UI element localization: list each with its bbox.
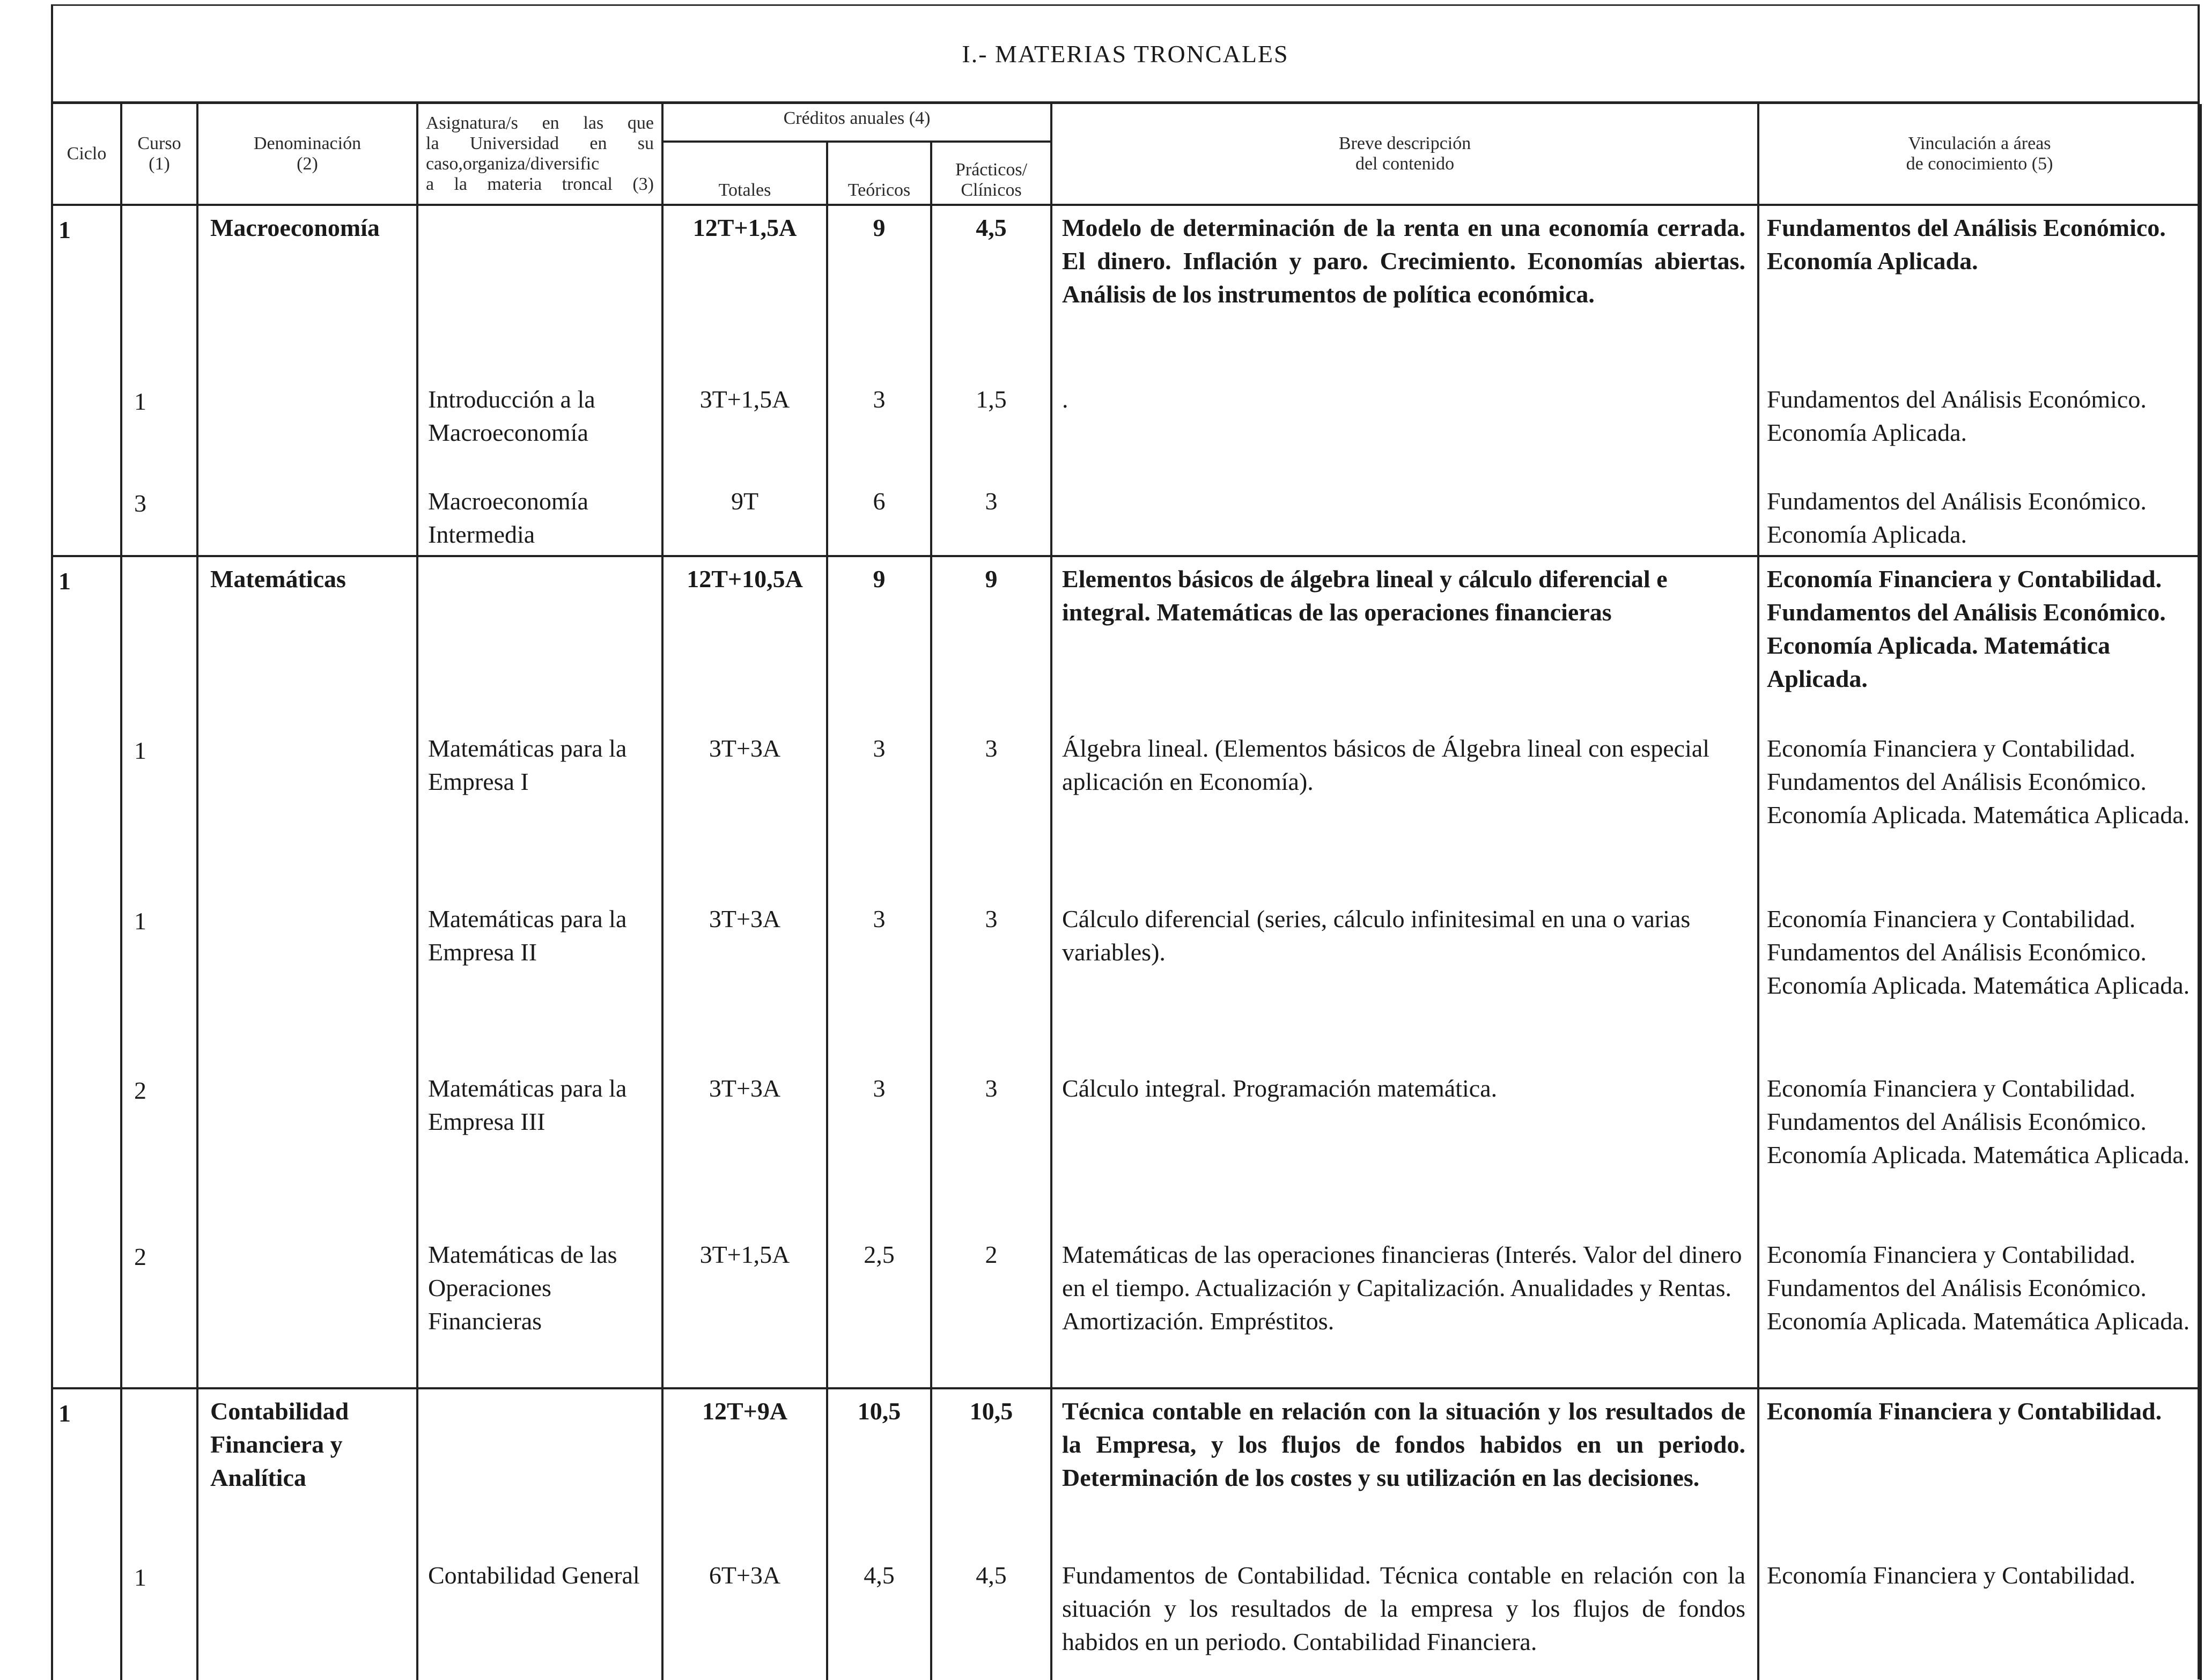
cell-descripcion: Álgebra lineal. (Elementos básicos de Álgebra lineal con especial aplicación en Economía).: [1051, 727, 1758, 897]
cell-ciclo: [52, 897, 121, 1067]
cell-teoricos: 2,5: [827, 1233, 931, 1388]
cell-vinculacion: Economía Financiera y Contabilidad. Fundamentos del Análisis Económico. Economía Aplicada. Matemática Aplicada.: [1758, 727, 2201, 897]
header-ciclo: Ciclo: [52, 104, 121, 205]
cell-totales: 3T+3A: [662, 897, 827, 1067]
table-row: [52, 1233, 2201, 1388]
cell-curso: 1: [121, 727, 197, 897]
cell-ciclo: 1: [52, 205, 121, 378]
cell-ciclo: 1: [52, 1388, 121, 1553]
cell-practicos: 3: [931, 727, 1051, 897]
cell-curso: 1: [121, 378, 197, 479]
cell-ciclo: 1: [52, 556, 121, 727]
header-vinculacion: Vinculación a áreas de conocimiento (5): [1758, 104, 2201, 205]
header-asignatura: Asignatura/s en las que la Universidad en su caso,organiza/diversific a la materia troncal (3): [417, 104, 662, 205]
cell-asignatura: Contabilidad General: [417, 1553, 662, 1680]
cell-descripcion: Modelo de determinación de la renta en una economía cerrada. El dinero. Inflación y paro. Crecimiento. Economías abiertas. Análisis de los instrumentos de política económica.: [1051, 205, 1758, 378]
cell-vinculacion: Fundamentos del Análisis Económico. Economía Aplicada.: [1758, 479, 2201, 556]
cell-descripcion: Elementos básicos de álgebra lineal y cálculo diferencial e integral. Matemáticas de las operaciones financieras: [1051, 556, 1758, 727]
cell-asignatura: [417, 556, 662, 727]
table-row: [52, 1388, 2201, 1553]
page-title: I.- MATERIAS TRONCALES: [962, 40, 1289, 68]
cell-asignatura: Introducción a la Macroeconomía: [417, 378, 662, 479]
cell-totales: 3T+1,5A: [662, 1233, 827, 1388]
cell-descripcion: Cálculo diferencial (series, cálculo infinitesimal en una o varias variables).: [1051, 897, 1758, 1067]
cell-ciclo: [52, 1553, 121, 1680]
table-row: [52, 479, 2201, 556]
cell-asignatura: Matemáticas para la Empresa III: [417, 1067, 662, 1233]
cell-denominacion: [197, 1067, 417, 1233]
header-teoricos: Teóricos: [827, 142, 931, 205]
cell-descripcion: Fundamentos de Contabilidad. Técnica contable en relación con la situación y los resultados de la empresa y los flujos de fondos habidos en un periodo. Contabilidad Financiera.: [1051, 1553, 1758, 1680]
cell-practicos: 2: [931, 1233, 1051, 1388]
cell-denominacion: [197, 479, 417, 556]
materias-table: [51, 104, 2202, 1680]
cell-asignatura: [417, 205, 662, 378]
cell-vinculacion: Economía Financiera y Contabilidad.: [1758, 1388, 2201, 1553]
header-totales: Totales: [662, 142, 827, 205]
cell-teoricos: 4,5: [827, 1553, 931, 1680]
cell-teoricos: 3: [827, 897, 931, 1067]
cell-denominacion: Contabilidad Financiera y Analítica: [197, 1388, 417, 1553]
cell-totales: 12T+1,5A: [662, 205, 827, 378]
table-row: [52, 897, 2201, 1067]
cell-denominacion: [197, 1233, 417, 1388]
cell-vinculacion: Economía Financiera y Contabilidad. Fundamentos del Análisis Económico. Economía Aplicada. Matemática Aplicada.: [1758, 1233, 2201, 1388]
cell-practicos: 3: [931, 479, 1051, 556]
cell-ciclo: [52, 727, 121, 897]
cell-denominacion: [197, 727, 417, 897]
cell-teoricos: 10,5: [827, 1388, 931, 1553]
cell-vinculacion: Economía Financiera y Contabilidad. Fundamentos del Análisis Económico. Economía Aplicada. Matemática Aplicada.: [1758, 556, 2201, 727]
cell-denominacion: [197, 1553, 417, 1680]
cell-curso: 3: [121, 479, 197, 556]
cell-practicos: 4,5: [931, 1553, 1051, 1680]
header-descripcion: Breve descripción del contenido: [1051, 104, 1758, 205]
table-row: [52, 1067, 2201, 1233]
cell-descripcion: Técnica contable en relación con la situación y los resultados de la Empresa, y los flujos de fondos habidos en un periodo. Determinación de los costes y su utilización en las decisiones.: [1051, 1388, 1758, 1553]
cell-curso: 1: [121, 1553, 197, 1680]
cell-asignatura: Matemáticas de las Operaciones Financieras: [417, 1233, 662, 1388]
cell-descripcion: Matemáticas de las operaciones financieras (Interés. Valor del dinero en el tiempo. Actualización y Capitalización. Anualidades y Rentas. Amortización. Empréstitos.: [1051, 1233, 1758, 1388]
header-denominacion: Denominación (2): [197, 104, 417, 205]
cell-totales: 6T+3A: [662, 1553, 827, 1680]
cell-teoricos: 3: [827, 378, 931, 479]
cell-denominacion: [197, 897, 417, 1067]
cell-totales: 3T+1,5A: [662, 378, 827, 479]
cell-vinculacion: Fundamentos del Análisis Económico. Economía Aplicada.: [1758, 205, 2201, 378]
cell-descripcion: Cálculo integral. Programación matemática.: [1051, 1067, 1758, 1233]
cell-asignatura: Macroeconomía Intermedia: [417, 479, 662, 556]
cell-curso: [121, 1388, 197, 1553]
cell-ciclo: [52, 378, 121, 479]
cell-ciclo: [52, 1233, 121, 1388]
cell-descripcion: [1051, 479, 1758, 556]
cell-curso: 2: [121, 1067, 197, 1233]
cell-vinculacion: Fundamentos del Análisis Económico. Economía Aplicada.: [1758, 378, 2201, 479]
cell-descripcion: .: [1051, 378, 1758, 479]
cell-totales: 3T+3A: [662, 727, 827, 897]
cell-totales: 12T+10,5A: [662, 556, 827, 727]
cell-vinculacion: Economía Financiera y Contabilidad. Fundamentos del Análisis Económico. Economía Aplicada. Matemática Aplicada.: [1758, 1067, 2201, 1233]
cell-teoricos: 3: [827, 1067, 931, 1233]
header-practicos: Prácticos/ Clínicos: [931, 142, 1051, 205]
cell-teoricos: 9: [827, 205, 931, 378]
table-row: [52, 556, 2201, 727]
cell-teoricos: 3: [827, 727, 931, 897]
cell-practicos: 4,5: [931, 205, 1051, 378]
cell-vinculacion: Economía Financiera y Contabilidad. Fundamentos del Análisis Económico. Economía Aplicada. Matemática Aplicada.: [1758, 897, 2201, 1067]
table-row: [52, 205, 2201, 378]
cell-asignatura: Matemáticas para la Empresa I: [417, 727, 662, 897]
cell-practicos: 3: [931, 1067, 1051, 1233]
table-row: [52, 378, 2201, 479]
cell-curso: 2: [121, 1233, 197, 1388]
cell-vinculacion: Economía Financiera y Contabilidad.: [1758, 1553, 2201, 1680]
cell-denominacion: [197, 378, 417, 479]
cell-denominacion: Macroeconomía: [197, 205, 417, 378]
table-body: [52, 205, 2201, 1680]
cell-denominacion: Matemáticas: [197, 556, 417, 727]
table-row: [52, 727, 2201, 897]
header-creditos: Créditos anuales (4): [662, 104, 1051, 142]
cell-practicos: 1,5: [931, 378, 1051, 479]
table-row: [52, 1553, 2201, 1680]
cell-practicos: 3: [931, 897, 1051, 1067]
cell-practicos: 9: [931, 556, 1051, 727]
cell-totales: 3T+3A: [662, 1067, 827, 1233]
document-page: [51, 4, 2200, 1679]
cell-curso: 1: [121, 897, 197, 1067]
cell-totales: 9T: [662, 479, 827, 556]
cell-teoricos: 6: [827, 479, 931, 556]
cell-ciclo: [52, 1067, 121, 1233]
cell-curso: [121, 205, 197, 378]
cell-asignatura: Matemáticas para la Empresa II: [417, 897, 662, 1067]
header-curso: Curso (1): [121, 104, 197, 205]
cell-totales: 12T+9A: [662, 1388, 827, 1553]
cell-curso: [121, 556, 197, 727]
title-bar: [53, 6, 2198, 104]
cell-asignatura: [417, 1388, 662, 1553]
cell-practicos: 10,5: [931, 1388, 1051, 1553]
cell-teoricos: 9: [827, 556, 931, 727]
table-header: [52, 104, 2201, 205]
cell-ciclo: [52, 479, 121, 556]
